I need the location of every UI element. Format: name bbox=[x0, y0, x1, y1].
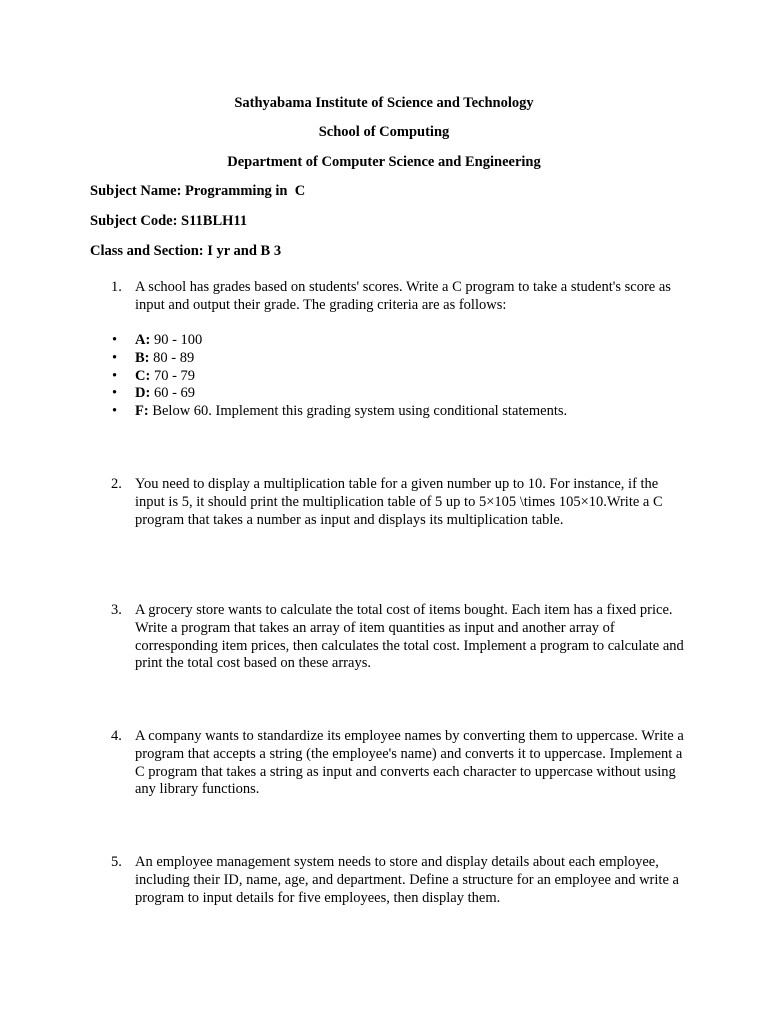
subject-name: Subject Name: Programming in C bbox=[90, 183, 306, 199]
question-number: 1. bbox=[111, 279, 122, 295]
grade-letter: C: bbox=[135, 367, 151, 384]
list-item bbox=[90, 368, 690, 386]
question-number: 3. bbox=[111, 602, 122, 618]
question-3 bbox=[90, 602, 690, 673]
grade-range: 60 - 69 bbox=[150, 385, 196, 402]
grade-range: Below 60. Implement this grading system using conditional statements. bbox=[148, 403, 568, 420]
grade-letter: B: bbox=[135, 349, 150, 366]
list-item bbox=[90, 350, 690, 368]
bullet-icon: • bbox=[112, 385, 118, 402]
list-item bbox=[90, 403, 690, 421]
question-number: 4. bbox=[111, 728, 122, 744]
grade-letter: D: bbox=[135, 385, 151, 402]
bullet-icon: • bbox=[112, 349, 118, 366]
grade-letter: F: bbox=[135, 403, 149, 420]
grade-letter: A: bbox=[135, 332, 151, 348]
question-text: You need to display a multiplication table for a given number up to 10. For instance, if the input is 5, it should print the multiplication table of 5 up to 5×105 \times 105×10.Write a C program that takes a number as input and displays its multiplication table. bbox=[135, 476, 663, 528]
subject-code: Subject Code: S11BLH11 bbox=[90, 213, 248, 229]
list-item bbox=[90, 332, 690, 350]
grading-criteria-list bbox=[90, 332, 690, 421]
question-number: 5. bbox=[111, 854, 122, 870]
question-text: A school has grades based on students' scores. Write a C program to take a student's score as input and output their grade. The grading criteria are as follows: bbox=[135, 279, 671, 313]
bullet-icon: • bbox=[112, 332, 118, 348]
school-title: School of Computing bbox=[318, 124, 450, 140]
grade-range: 80 - 89 bbox=[149, 349, 195, 366]
question-2 bbox=[90, 476, 690, 529]
question-1 bbox=[90, 279, 690, 315]
question-text: A grocery store wants to calculate the total cost of items bought. Each item has a fixed price. Write a program that takes an array of item quantities as input and another array of corresponding item prices, then calculates the total cost. Implement a program to calculate and print the total cost based on these arrays. bbox=[135, 602, 684, 672]
question-text: A company wants to standardize its employee names by converting them to uppercase. Write a program that accepts a string (the employee's name) and converts it to uppercase. Implement a C program that takes a string as input and converts each character to uppercase without using any library functions. bbox=[135, 728, 684, 798]
grade-range: 90 - 100 bbox=[150, 332, 203, 348]
question-number: 2. bbox=[111, 476, 122, 492]
bullet-icon: • bbox=[112, 367, 118, 384]
question-5 bbox=[90, 854, 690, 907]
question-text: An employee management system needs to store and display details about each employee, including their ID, name, age, and department. Define a structure for an employee and write a program to input details for five employees, then display them. bbox=[135, 854, 679, 906]
institute-title: Sathyabama Institute of Science and Technology bbox=[234, 95, 534, 111]
bullet-icon: • bbox=[112, 403, 118, 420]
grade-range: 70 - 79 bbox=[150, 367, 196, 384]
question-4 bbox=[90, 728, 690, 799]
list-item bbox=[90, 385, 690, 403]
department-title: Department of Computer Science and Engineering bbox=[227, 154, 541, 170]
class-section: Class and Section: I yr and B 3 bbox=[90, 243, 282, 259]
